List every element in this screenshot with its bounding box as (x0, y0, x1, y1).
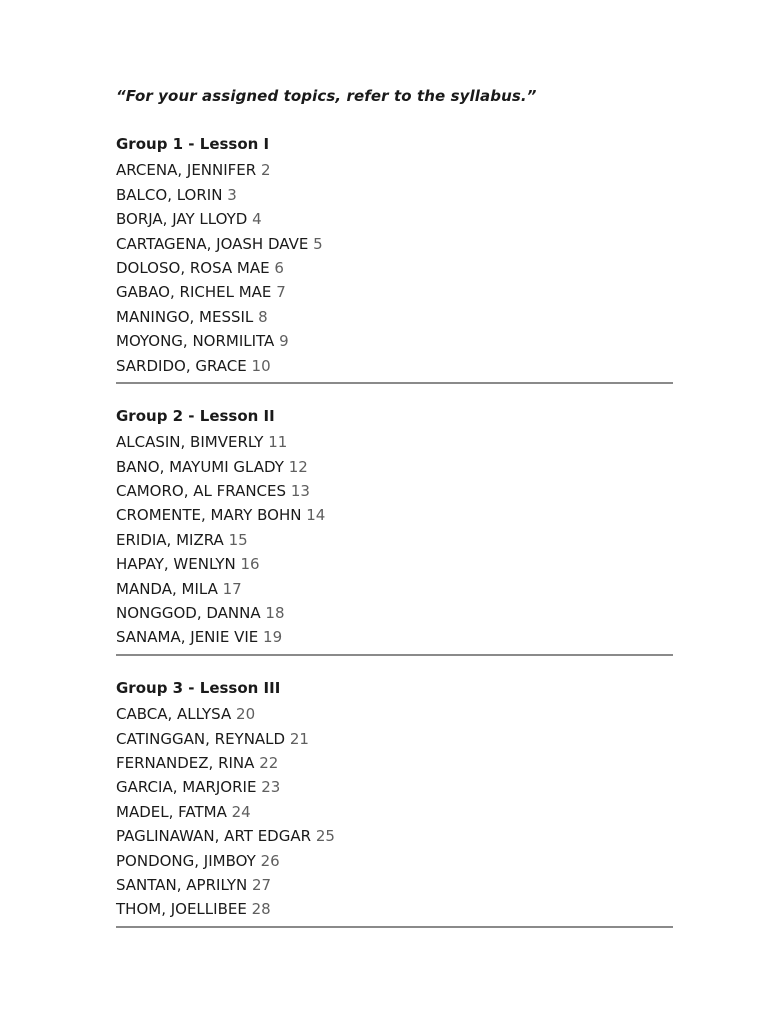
member-row (116, 503, 673, 527)
member-name: ALCASIN, BIMVERLY (116, 433, 264, 452)
member-row (116, 552, 673, 576)
member-row (116, 528, 673, 552)
group-divider (116, 926, 673, 928)
group-title: Group 3 - Lesson III (116, 678, 281, 697)
member-name: HAPAY, WENLYN (116, 555, 236, 574)
group-title: Group 2 - Lesson II (116, 406, 275, 425)
member-number: 21 (289, 729, 309, 748)
member-row (116, 329, 673, 353)
member-number: 24 (231, 802, 251, 821)
member-name: MOYONG, NORMILITA (116, 332, 275, 351)
member-row (116, 479, 673, 503)
member-row (116, 430, 673, 454)
member-name: MANINGO, MESSIL (116, 307, 254, 326)
member-name: FERNANDEZ, RINA (116, 753, 255, 772)
member-name: THOM, JOELLIBEE (116, 900, 247, 919)
member-name: CROMENTE, MARY BOHN (116, 506, 302, 525)
member-number: 27 (251, 875, 272, 894)
member-row (116, 601, 673, 625)
group-divider (116, 654, 673, 656)
member-name: SANAMA, JENIE VIE (116, 628, 259, 647)
document-page (116, 86, 673, 950)
member-number: 7 (276, 283, 286, 302)
member-row (116, 800, 673, 824)
member-number: 4 (252, 210, 262, 229)
member-name: BANO, MAYUMI GLADY (116, 457, 284, 476)
member-name: GABAO, RICHEL MAE (116, 283, 272, 302)
member-number: 6 (274, 258, 284, 277)
group-title: Group 1 - Lesson I (116, 135, 270, 153)
member-number: 3 (227, 185, 237, 204)
member-row (116, 280, 673, 304)
member-name: BALCO, LORIN (116, 185, 223, 204)
member-name: MANDA, MILA (116, 579, 218, 598)
member-number: 11 (268, 433, 288, 452)
member-row (116, 158, 673, 182)
member-number: 20 (236, 705, 256, 724)
member-name: DOLOSO, ROSA MAE (116, 258, 270, 277)
member-name: ERIDIA, MIZRA (116, 530, 224, 549)
group-section (116, 406, 673, 656)
member-name: PAGLINAWAN, ART EDGAR (116, 827, 312, 846)
member-number: 25 (315, 827, 335, 846)
group-list (116, 134, 673, 928)
member-list (116, 430, 673, 650)
member-row (116, 305, 673, 329)
group-section (116, 134, 673, 384)
member-row (116, 775, 673, 799)
member-number: 16 (240, 555, 260, 574)
member-name: MADEL, FATMA (116, 802, 227, 821)
member-number: 9 (279, 332, 289, 351)
member-name: CABCA, ALLYSA (116, 705, 232, 724)
member-name: NONGGOD, DANNA (116, 604, 261, 623)
member-name: ARCENA, JENNIFER (116, 161, 257, 180)
member-row (116, 897, 673, 921)
member-name: SANTAN, APRILYN (116, 875, 248, 894)
member-name: GARCIA, MARJORIE (116, 778, 257, 797)
member-list (116, 702, 673, 922)
member-row (116, 232, 673, 256)
member-name: CAMORO, AL FRANCES (116, 482, 287, 501)
member-number: 15 (228, 530, 248, 549)
member-row (116, 702, 673, 726)
member-name: CARTAGENA, JOASH DAVE (116, 234, 309, 253)
member-list (116, 158, 673, 378)
member-row (116, 455, 673, 479)
member-number: 13 (290, 482, 310, 501)
member-name: CATINGGAN, REYNALD (116, 729, 286, 748)
syllabus-note: “For your assigned topics, refer to the syllabus.” (116, 87, 537, 105)
member-number: 28 (251, 900, 271, 919)
member-number: 8 (258, 307, 268, 326)
member-number: 23 (261, 778, 281, 797)
member-number: 10 (251, 356, 271, 375)
member-row (116, 824, 673, 848)
member-number: 12 (288, 457, 308, 476)
member-row (116, 751, 673, 775)
member-row (116, 183, 673, 207)
member-number: 18 (265, 604, 285, 623)
member-name: PONDONG, JIMBOY (116, 851, 256, 870)
member-name: BORJA, JAY LLOYD (116, 210, 248, 229)
member-row (116, 577, 673, 601)
group-section (116, 678, 673, 928)
member-number: 22 (259, 753, 279, 772)
member-number: 14 (306, 506, 326, 525)
member-row (116, 873, 673, 897)
member-row (116, 727, 673, 751)
member-number: 26 (260, 851, 280, 870)
member-row (116, 849, 673, 873)
member-row (116, 207, 673, 231)
member-number: 2 (260, 161, 271, 180)
member-number: 5 (313, 234, 323, 253)
member-number: 17 (222, 579, 242, 598)
member-number: 19 (263, 628, 283, 647)
member-row (116, 354, 673, 378)
member-row (116, 625, 673, 649)
member-name: SARDIDO, GRACE (116, 356, 247, 375)
group-divider (116, 382, 673, 384)
member-row (116, 256, 673, 280)
